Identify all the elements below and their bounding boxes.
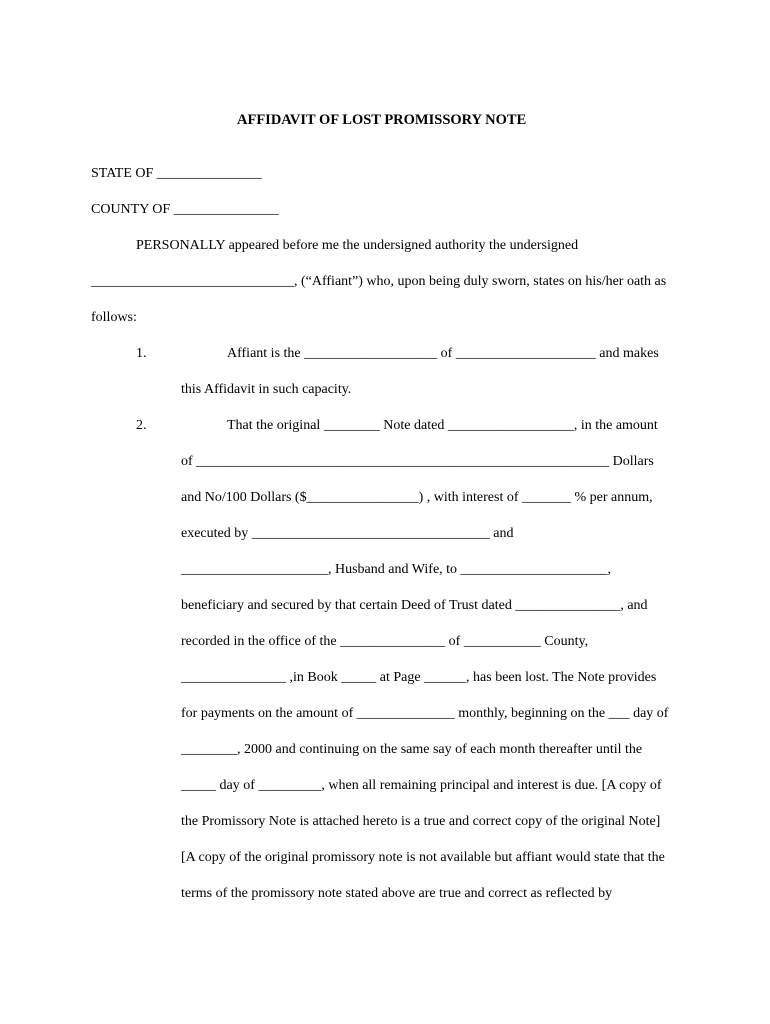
item-2-line: ________, 2000 and continuing on the same say of each month thereafter until the: [181, 742, 643, 757]
item-2-line: the Promissory Note is attached hereto is a true and correct copy of the original Note]: [181, 814, 661, 829]
county-line: [91, 201, 279, 219]
intro-line-3: follows:: [91, 310, 137, 325]
document-title: AFFIDAVIT OF LOST PROMISSORY NOTE: [237, 112, 527, 128]
affiant-name-blank: _____________________________: [91, 274, 294, 289]
item-1-line-1: Affiant is the ___________________ of ____________________ and makes: [227, 346, 659, 361]
item-1-number: 1.: [136, 346, 147, 361]
state-blank: _______________: [156, 166, 262, 181]
item-2-line: terms of the promissory note stated above are true and correct as reflected by: [181, 886, 613, 901]
item-2-line: _____________________, Husband and Wife, to _____________________,: [181, 562, 612, 577]
item-2-line: recorded in the office of the _______________ of ___________ County,: [181, 634, 589, 649]
item-2-line: and No/100 Dollars ($________________) , with interest of _______ % per annum,: [181, 490, 653, 505]
state-line: [91, 165, 262, 183]
county-blank: _______________: [173, 202, 279, 217]
item-2-line: executed by __________________________________ and: [181, 526, 514, 541]
item-2-line: for payments on the amount of ______________ monthly, beginning on the ___ day of: [181, 706, 669, 721]
intro-line-2: [91, 273, 666, 291]
item-2-line: That the original ________ Note dated __________________, in the amount: [227, 418, 658, 433]
item-2-line: beneficiary and secured by that certain Deed of Trust dated _______________, and: [181, 598, 648, 613]
item-1-line-2: this Affidavit in such capacity.: [181, 382, 352, 397]
intro-line-1: PERSONALLY appeared before me the undersigned authority the undersigned: [136, 238, 579, 253]
county-label: COUNTY OF: [91, 202, 171, 217]
item-2-line: of ___________________________________________________________ Dollars: [181, 454, 654, 469]
item-2-number: 2.: [136, 418, 147, 433]
state-label: STATE OF: [91, 166, 154, 181]
affiant-oath-text: , (“Affiant”) who, upon being duly sworn, states on his/her oath as: [294, 274, 667, 289]
item-2-line: [A copy of the original promissory note is not available but affiant would state that the: [181, 850, 665, 865]
item-2-line: _____ day of _________, when all remaining principal and interest is due. [A copy of: [181, 778, 662, 793]
item-2-line: _______________ ,in Book _____ at Page ______, has been lost. The Note provides: [181, 670, 657, 685]
